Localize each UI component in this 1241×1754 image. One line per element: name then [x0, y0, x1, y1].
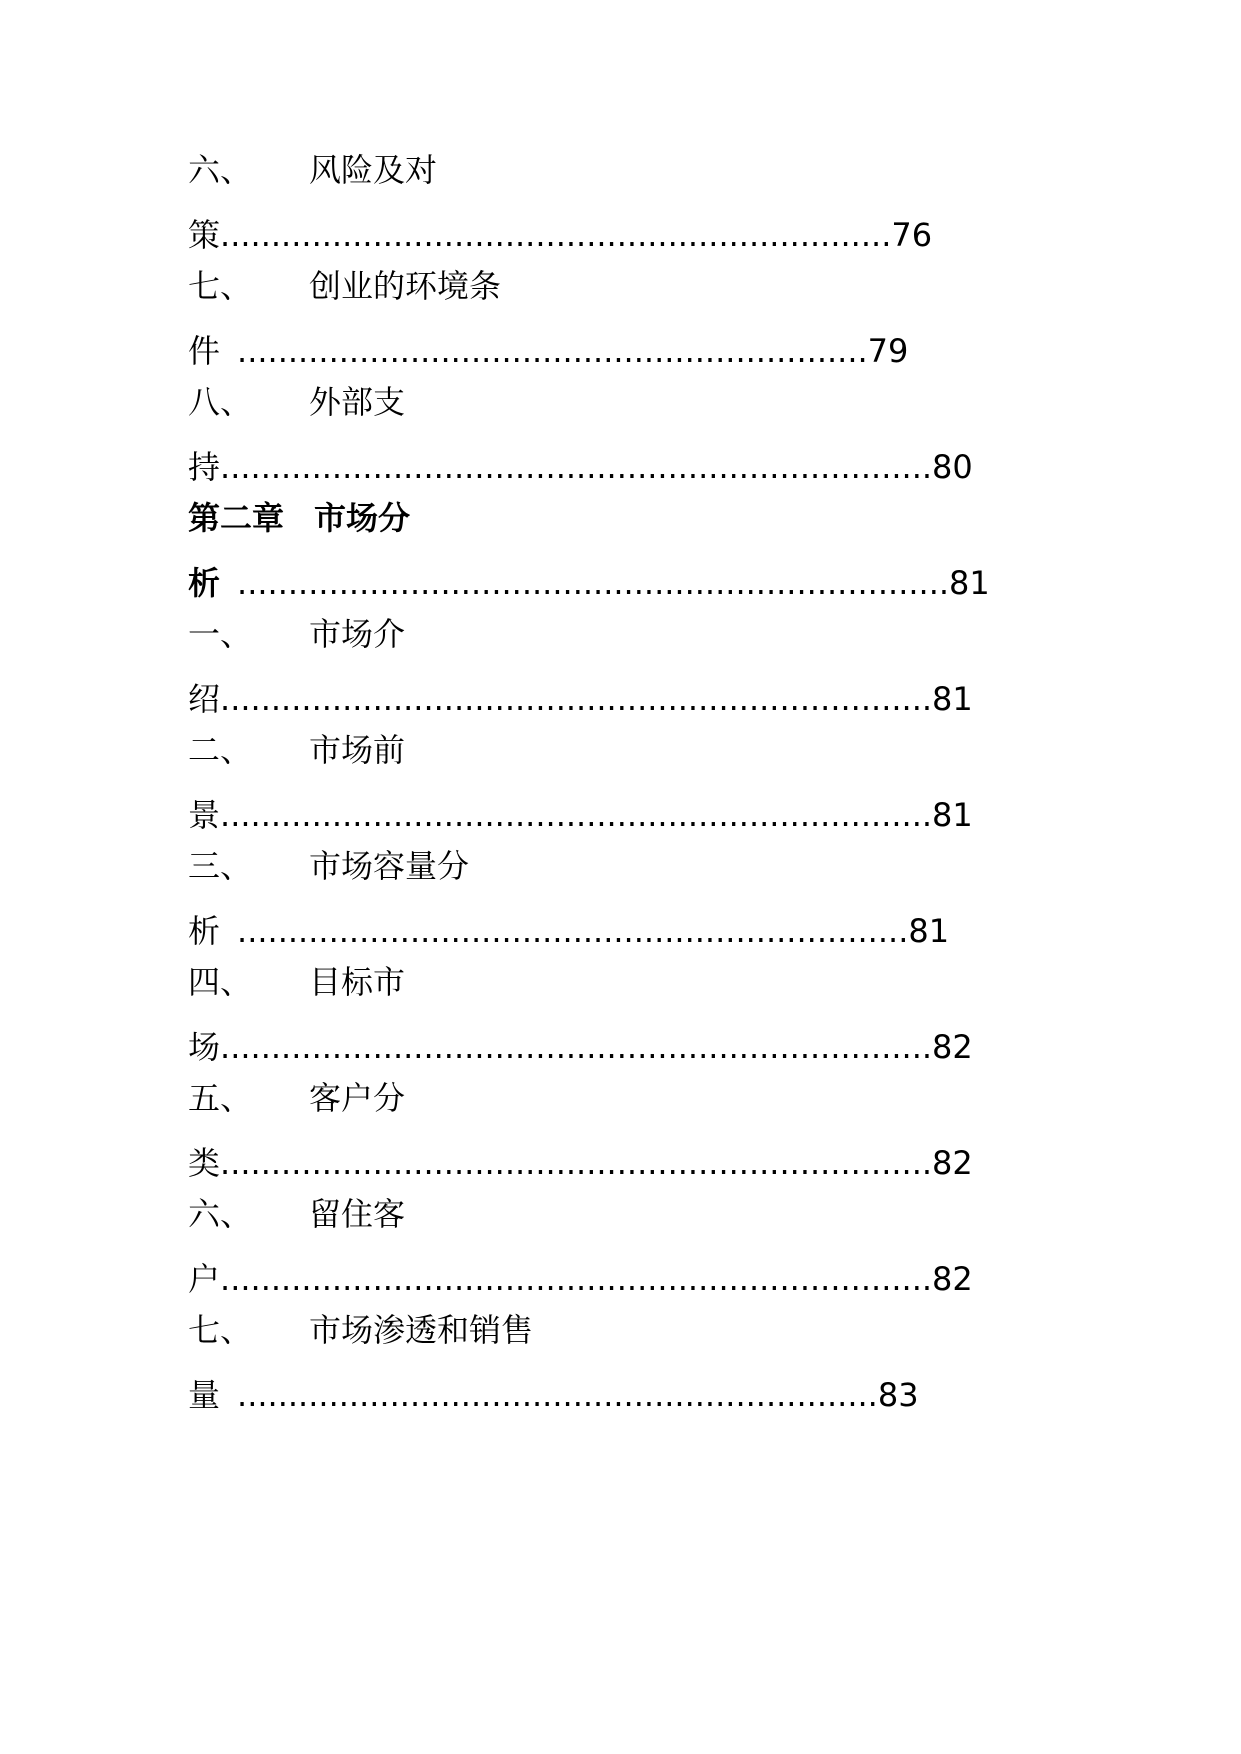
- toc-entry-title-end: 户: [188, 1260, 221, 1298]
- toc-chapter-heading: [188, 498, 410, 538]
- toc-entry-title: 市场前: [309, 731, 406, 769]
- toc-dot-leader: ......................................................................: [220, 796, 933, 834]
- toc-entry-title: 风险及对: [309, 151, 438, 189]
- toc-entry-leader-line: [188, 1143, 973, 1183]
- toc-entry-title-end: 绍: [188, 680, 221, 718]
- toc-entry-heading: [188, 1078, 405, 1118]
- toc-entry-title: 市场容量分: [309, 847, 470, 885]
- toc-dot-leader: ......................................................................: [220, 1028, 933, 1066]
- toc-entry-title-end: 策: [188, 216, 221, 254]
- toc-dot-leader: ..............................................................: [237, 332, 868, 370]
- toc-entry-heading: [188, 150, 437, 190]
- toc-entry-leader-line: [188, 447, 973, 487]
- toc-entry-title-end: 场: [188, 1028, 221, 1066]
- toc-page-number: 79: [867, 332, 909, 370]
- toc-page-number: 76: [891, 216, 933, 254]
- toc-dot-leader: ......................................................................: [237, 564, 950, 602]
- toc-dot-leader: ......................................................................: [220, 680, 933, 718]
- toc-entry-leader-line: [188, 911, 949, 951]
- toc-entry-leader-line: [188, 215, 932, 255]
- toc-entry-title-end: 析: [188, 912, 221, 950]
- toc-entry-number: 三、: [188, 847, 253, 885]
- toc-entry-title-end: 持: [188, 448, 221, 486]
- toc-entry-number: 五、: [188, 1079, 253, 1117]
- toc-entry-number: 六、: [188, 151, 253, 189]
- toc-page-number: 81: [908, 912, 950, 950]
- toc-entry-title: 市场渗透和销售: [309, 1311, 534, 1349]
- toc-entry-number: 七、: [188, 267, 253, 305]
- toc-page-number: 81: [932, 796, 973, 834]
- toc-entry-heading: [188, 846, 469, 886]
- toc-entry-title: 客户分: [309, 1079, 406, 1117]
- toc-entry-title-end: 件: [188, 332, 221, 370]
- toc-page-number: 82: [932, 1260, 973, 1298]
- toc-entry-title: 创业的环境条: [309, 267, 502, 305]
- toc-entry-number: 一、: [188, 615, 253, 653]
- toc-dot-leader: ...............................................................: [237, 1376, 878, 1414]
- toc-entry-leader-line: [188, 795, 973, 835]
- toc-entry-heading: [188, 614, 405, 654]
- toc-page-number: 81: [949, 564, 990, 602]
- toc-dot-leader: ......................................................................: [220, 448, 933, 486]
- toc-entry-heading: [188, 1194, 405, 1234]
- toc-page-number: 82: [932, 1144, 973, 1182]
- toc-entry-number: 八、: [188, 383, 253, 421]
- toc-entry-number: 二、: [188, 731, 253, 769]
- toc-entry-heading: [188, 730, 405, 770]
- toc-page-number: 82: [932, 1028, 973, 1066]
- toc-dot-leader: ......................................................................: [220, 1260, 933, 1298]
- toc-entry-title: 目标市: [309, 963, 406, 1001]
- toc-page-number: 80: [932, 448, 973, 486]
- toc-dot-leader: ..................................................................: [237, 912, 909, 950]
- toc-entry-title: 外部支: [309, 383, 406, 421]
- toc-chapter-title: 市场分: [314, 499, 411, 537]
- toc-page-number: 81: [932, 680, 973, 718]
- toc-entry-leader-line: [188, 1375, 919, 1415]
- toc-entry-title-end: 类: [188, 1144, 221, 1182]
- toc-entry-heading: [188, 382, 405, 422]
- toc-entry-leader-line: [188, 331, 908, 371]
- toc-entry-leader-line: [188, 1027, 973, 1067]
- toc-entry-number: 四、: [188, 963, 253, 1001]
- toc-entry-number: 七、: [188, 1311, 253, 1349]
- toc-entry-heading: [188, 962, 405, 1002]
- toc-entry-title: 市场介: [309, 615, 406, 653]
- toc-entry-heading: [188, 266, 501, 306]
- toc-entry-title-end: 析: [188, 564, 221, 602]
- toc-entry-leader-line: [188, 563, 990, 603]
- toc-entry-title: 留住客: [309, 1195, 406, 1233]
- toc-dot-leader: ......................................................................: [220, 1144, 933, 1182]
- toc-dot-leader: ..................................................................: [220, 216, 892, 254]
- toc-entry-title-end: 景: [188, 796, 221, 834]
- toc-entry-number: 六、: [188, 1195, 253, 1233]
- toc-entry-leader-line: [188, 1259, 973, 1299]
- toc-page-number: 83: [877, 1376, 919, 1414]
- toc-entry-heading: [188, 1310, 533, 1350]
- toc-entry-leader-line: [188, 679, 973, 719]
- toc-entry-title-end: 量: [188, 1376, 221, 1414]
- toc-chapter-number: 第二章: [188, 499, 285, 537]
